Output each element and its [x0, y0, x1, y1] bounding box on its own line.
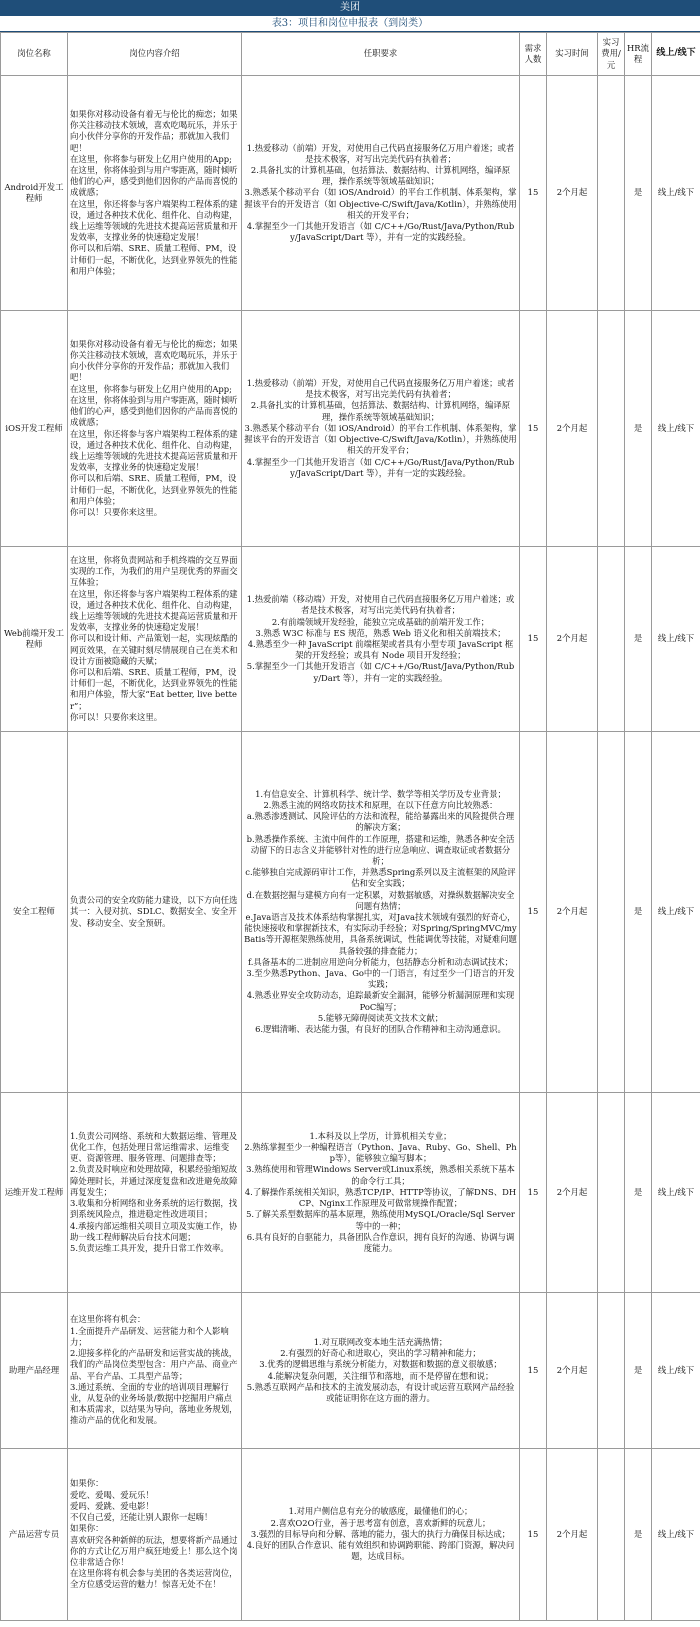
intro-line: 5.负责运维工具开发，提升日常工作效率。 — [70, 1242, 229, 1253]
intro-line: 你可以和后端、SRE、质量工程师，PM，设计师们一起，不断优化，达到业界领先的性能和用户体验，帮大家“Eat better, live better”； — [70, 667, 238, 711]
requirement-line: 5.掌握至少一门其他开发语言（如 C/C++/Go/Rust/Java/Python/Ruby/Dart 等），并有一定的实践经验。 — [246, 661, 515, 683]
position-name: iOS开发工程师 — [1, 311, 68, 547]
intro-line: 爱吗、爱跳、爱电影！ — [70, 1500, 154, 1511]
requirement-line: 4.了解操作系统相关知识，熟悉TCP/IP、HTTP等协议，了解DNS、DHCP、Nginx工作原理及可做常规操作配置； — [244, 1186, 517, 1209]
requirement-line: 2.有前端领域开发经验，能独立完成基础的前端开发工作； — [271, 616, 490, 627]
requirement-line: 5.了解关系型数据库的基本原理，熟练使用MySQL/Oracle/Sql Server等中的一种； — [246, 1209, 515, 1231]
position-intro — [68, 547, 242, 732]
intro-line: 3.通过系统、全面的专业的培训项目理解行业，从复杂的业务场景/数据中挖掘用户痛点和本质需求，以结果为导向，落地业务规划，推动产品的优化和发展。 — [70, 1381, 238, 1426]
requirement-line: 4.熟悉业界安全攻防动态，追踪最新安全漏洞，能够分析漏洞原理和实现PoC编写； — [246, 990, 515, 1012]
col-header-headcount: 需求人数 — [520, 33, 547, 76]
requirement-line: b.熟悉操作系统、主流中间件的工作原理，搭建和运维，熟悉各种安全活动留下的日志含义并能够针对性的进行应急响应、调查取证或者数据分析； — [246, 833, 515, 866]
company-banner: 美团 — [0, 0, 700, 16]
intro-line: 在这里你将有机会参与美团的各类运营岗位，全方位感受运营的魅力！惊喜无处不在！ — [70, 1568, 238, 1590]
intro-line: 在这里，你将参与研发上亿用户使用的App; — [70, 383, 232, 394]
intro-line: 不仅自己爱，还能让别人跟你一起嗨！ — [70, 1512, 213, 1523]
duration-cell: 2个月起 — [547, 1093, 598, 1293]
requirement-line: 4.熟悉至少一种 JavaScript 前端框架或者具有小型专项 JavaScript 框架的开发经验；或具有 Node 项目开发经验； — [247, 639, 514, 661]
col-header-mode: 线上/线下 — [652, 33, 700, 76]
duration-cell: 2个月起 — [547, 1449, 598, 1621]
requirement-line: 2.有强烈的好奇心和进取心，突出的学习精神和能力； — [280, 1348, 481, 1359]
requirement-line: 1.热爱移动（前端）开发，对使用自己代码直接服务亿万用户着迷；或者是技术极客，对写出完美代码有执着者； — [246, 378, 515, 400]
table-row — [1, 1449, 700, 1621]
requirement-line: 2.喜欢O2O行业，善于思考富有创意，喜欢新鲜的玩意儿； — [270, 1517, 491, 1528]
requirement-line: 1.对用户侧信息有充分的敏感度，最懂他们的心； — [288, 1506, 473, 1517]
mode-cell: 线上/线下 — [652, 76, 700, 311]
requirement-line: 6.逻辑清晰、表达能力强，有良好的团队合作精神和主动沟通意识。 — [255, 1024, 506, 1035]
intro-line: 你可以和后端、SRE、质量工程师、PM，设计师们一起，不断优化，达到业界领先的性能和用户体验； — [70, 243, 238, 276]
requirement-line: e.Java语言及技术体系结构掌握扎实，对Java技术领域有强烈的好奇心，能快速接收和掌握新技术，有实际动手经验；对Spring/SpringMVC/myBatis等开源框架熟练使用，具备系统调试，性能调优等技能，对疑难问题具备较强的排查能力； — [244, 912, 517, 956]
table-row — [1, 732, 700, 1093]
fee-cell — [598, 1293, 625, 1449]
table-row — [1, 547, 700, 732]
table-row — [1, 76, 700, 311]
requirement-line: 1.热爱前端（移动端）开发，对使用自己代码直接服务亿万用户着迷；或者是技术极客，对写出完美代码有执着者； — [246, 594, 515, 616]
position-intro — [68, 76, 242, 311]
mode-cell: 线上/线下 — [652, 1093, 700, 1293]
position-requirements — [242, 311, 520, 547]
duration-cell: 2个月起 — [547, 732, 598, 1093]
requirement-line: c.能够独自完成源码审计工作，并熟悉Spring系列以及主流框架的风险评估和安全实践； — [245, 867, 516, 889]
position-requirements — [242, 1293, 520, 1449]
hr-process-cell: 是 — [625, 732, 652, 1093]
position-name: 产品运营专员 — [1, 1449, 68, 1621]
position-name: 安全工程师 — [1, 732, 68, 1093]
col-header-fee: 实习费用/元 — [598, 33, 625, 76]
headcount-cell: 15 — [520, 311, 547, 547]
position-requirements — [242, 1093, 520, 1293]
position-requirements — [242, 1449, 520, 1621]
requirement-line: 3.熟悉 W3C 标准与 ES 规范，熟悉 Web 语义化和相关前端技术； — [255, 627, 506, 638]
intro-line: 如果你： — [70, 1523, 104, 1534]
col-header-duration: 实习时间 — [547, 33, 598, 76]
position-name: 运维开发工程师 — [1, 1093, 68, 1293]
mode-cell: 线上/线下 — [652, 1449, 700, 1621]
requirement-line: 5.能够无障碍阅读英文技术文献； — [317, 1012, 444, 1023]
position-intro — [68, 732, 242, 1093]
hr-process-cell: 是 — [625, 1293, 652, 1449]
headcount-cell: 15 — [520, 1293, 547, 1449]
col-header-position: 岗位名称 — [1, 33, 68, 76]
table-row — [1, 1093, 700, 1293]
position-intro — [68, 1293, 242, 1449]
duration-cell: 2个月起 — [547, 1293, 598, 1449]
requirement-line: 5.熟悉互联网产品和技术的主流发展动态，有设计或运营互联网产品经验或能证明你在这方面的潜力。 — [246, 1381, 515, 1403]
intro-line: 如果你对移动设备有着无与伦比的痴恋；如果你关注移动技术领域，喜欢吃喝玩乐，并乐于向小伙伴分享你的开发作品；那就加入我们吧！ — [70, 108, 238, 153]
hr-process-cell: 是 — [625, 311, 652, 547]
table-row — [1, 1293, 700, 1449]
intro-line: 负责公司的安全攻防能力建设，以下方向任选其一：入侵对抗、SDLC、数据安全、安全开发、移动安全、安全预研。 — [70, 895, 238, 928]
position-intro — [68, 1093, 242, 1293]
requirement-line: 6.具有良好的自驱能力，具备团队合作意识，拥有良好的沟通、协调与调度能力。 — [246, 1231, 515, 1253]
intro-line: 喜欢研究各种新鲜的玩法，想要将新产品通过你的方式让亿万用户疯狂地爱上！那么这个岗位非常适合你！ — [70, 1534, 238, 1567]
fee-cell — [598, 1093, 625, 1293]
position-name: Web前端开发工程师 — [1, 547, 68, 732]
col-header-hr: HR流程 — [625, 33, 652, 76]
requirement-line: 3.至少熟悉Python、Java、Go中的一门语言，有过至少一门语言的开发实践； — [246, 968, 515, 990]
headcount-cell: 15 — [520, 1093, 547, 1293]
table-body — [1, 76, 700, 1621]
intro-line: 2.负责及时响应和处理故障，积累经验缩短故障处理时长，并通过深度复盘和改进避免故障再复发生； — [70, 1164, 238, 1197]
mode-cell: 线上/线下 — [652, 1293, 700, 1449]
fee-cell — [598, 76, 625, 311]
intro-line: 你可以和后端、SRE、质量工程师，PM，设计师们一起，不断优化，达到业界领先的性能和用户体验； — [70, 473, 238, 506]
requirement-line: 3.强烈的目标导向和分解、落地的能力，强大的执行力确保目标达成； — [250, 1528, 511, 1539]
duration-cell: 2个月起 — [547, 547, 598, 732]
hr-process-cell: 是 — [625, 547, 652, 732]
headcount-cell: 15 — [520, 76, 547, 311]
requirement-line: 2.熟练掌握至少一种编程语言（Python、Java、Ruby、Go、Shell、Php等），能够独立编写脚本； — [244, 1142, 517, 1164]
headcount-cell: 15 — [520, 547, 547, 732]
fee-cell — [598, 732, 625, 1093]
mode-cell: 线上/线下 — [652, 547, 700, 732]
intro-line: 2.迎接多样化的产品研发和运营实战的挑战，我们的产品岗位类型包含：用户产品、商业产品、平台产品、工具型产品等； — [70, 1348, 238, 1381]
requirement-line: 3.熟练使用和管理Windows Server或Linux系统，熟悉相关系统下基本的命令行工具； — [246, 1164, 515, 1186]
headcount-cell: 15 — [520, 732, 547, 1093]
position-requirements — [242, 547, 520, 732]
intro-line: 爱吃、爱喝、爱玩乐！ — [70, 1489, 154, 1500]
fee-cell — [598, 547, 625, 732]
intro-line: 在这里，你将参与研发上亿用户使用的App; — [70, 153, 232, 164]
requirement-line: 3.优秀的逻辑思维与系统分析能力，对数据和数据的意义很敏感； — [259, 1359, 502, 1370]
requirement-line: 2.熟悉主流的网络攻防技术和原理，在以下任意方向比较熟悉： — [263, 799, 498, 810]
requirement-line: 1.本科及以上学历，计算机相关专业； — [309, 1130, 452, 1141]
intro-line: 在这里，你还将参与客户端架构工程体系的建设，通过各种技术优化、组件化、自动构建，线上运维等领域的先进技术提高运营质量和开发效率，支撑业务的快速稳定发展！ — [70, 428, 238, 473]
requirement-line: a.熟悉渗透测试、风险评估的方法和流程，能给暴露出来的风险提供合理的解决方案； — [246, 811, 515, 833]
position-name: Android开发工程师 — [1, 76, 68, 311]
requirement-line: 2.具备扎实的计算机基础，包括算法、数据结构、计算机网络，编译原理，操作系统等领域基础知识； — [250, 164, 511, 187]
intro-line: 如果你对移动设备有着无与伦比的痴恋；如果你关注移动技术领域，喜欢吃喝玩乐，并乐于向小伙伴分享你的开发作品；那就加入我们吧！ — [70, 338, 238, 383]
intro-line: 3.收集和分析网络和业务系统的运行数据，找到系统风险点，推进稳定性改进项目； — [70, 1198, 238, 1220]
position-name: 助理产品经理 — [1, 1293, 68, 1449]
requirement-line: 4.良好的团队合作意识、能有效组织和协调跨职能、跨部门资源，解决问题，达成目标。 — [246, 1540, 515, 1562]
intro-line: 在这里，你还将参与客户端架构工程体系的建设，通过各种技术优化、组件化、自动构建，线上运维等领域的先进技术提高运营质量和开发效率，支撑业务的快速稳定发展！ — [70, 588, 238, 633]
intro-line: 在这里，你还将参与客户端架构工程体系的建设，通过各种技术优化、组件化、自动构建，线上运维等领域的先进技术提高运营质量和开发效率，支撑业务的快速稳定发展！ — [70, 198, 238, 243]
requirement-line: d.在数据挖掘与建模方向有一定积累，对数据敏感，对操纵数据解决安全问题有热情； — [246, 889, 515, 911]
fee-cell — [598, 311, 625, 547]
mode-cell: 线上/线下 — [652, 311, 700, 547]
intro-line: 4.承接内部运维相关项目立项及实施工作，协助一线工程师解决后台技术问题； — [70, 1220, 238, 1242]
requirement-line: 2.具备扎实的计算机基础，包括算法、数据结构、计算机网络，编译原理，操作系统等领域基础知识； — [250, 400, 511, 422]
requirement-line: 3.熟悉某个移动平台（如 iOS/Android）的平台工作机制、体系架构，掌握该平台的开发语言（如 Objective-C/Swift/Java/Kotlin），并熟练使用相关的开发平台； — [244, 187, 517, 220]
requirement-line: f.具备基本的二进制应用逆向分析能力，包括静态分析和动态调试技术； — [247, 956, 514, 967]
intro-line: 1.负责公司网络、系统和大数据运维、管理及优化工作，包括处理日常运维需求、运维变更、资源管理、服务管理、问题排查等； — [70, 1130, 238, 1164]
col-header-intro: 岗位内容介绍 — [68, 33, 242, 76]
position-intro — [68, 1449, 242, 1621]
position-requirements — [242, 732, 520, 1093]
intro-line: 1.全面提升产品研发、运营能力和个人影响力； — [70, 1325, 229, 1347]
intro-line: 你可以！只要你来这里。 — [70, 506, 163, 517]
intro-line: 如果你： — [70, 1478, 104, 1489]
positions-table — [0, 32, 700, 1621]
fee-cell — [598, 1449, 625, 1621]
duration-cell: 2个月起 — [547, 311, 598, 547]
position-requirements — [242, 76, 520, 311]
headcount-cell: 15 — [520, 1449, 547, 1621]
requirement-line: 1.有信息安全、计算机科学、统计学、数学等相关学历及专业背景； — [255, 788, 506, 799]
table-title: 表3：项目和岗位申报表（到岗类） — [0, 16, 700, 32]
requirement-line: 4.能解决复杂问题，关注细节和落地，而不是停留在想和说； — [267, 1370, 494, 1381]
intro-line: 在这里，你将体验到与用户零距离，随时倾听他们的心声，感受到他们因你的产品而喜悦的成就感； — [70, 394, 238, 428]
requirement-line: 3.熟悉某个移动平台（如 iOS/Android）的平台工作机制、体系架构，掌握该平台的开发语言（如 Objective-C/Swift/Java/Kotlin），并熟练使用相关的开发平台； — [244, 422, 517, 456]
position-intro — [68, 311, 242, 547]
hr-process-cell: 是 — [625, 1449, 652, 1621]
requirement-line: 4.掌握至少一门其他开发语言（如 C/C++/Go/Rust/Java/Python/Ruby/JavaScript/Dart 等），并有一定的实践经验。 — [246, 456, 515, 478]
col-header-requirements: 任职要求 — [242, 33, 520, 76]
intro-line: 在这里你将有机会： — [70, 1314, 146, 1325]
requirement-line: 4.掌握至少一门其他开发语言（如 C/C++/Go/Rust/Java/Python/Ruby/JavaScript/Dart 等），并有一定的实践经验。 — [246, 221, 515, 243]
header-row — [1, 33, 700, 76]
duration-cell: 2个月起 — [547, 76, 598, 311]
requirement-line: 1.对互联网改变本地生活充满热情； — [313, 1336, 448, 1347]
intro-line: 在这里，你将体验到与用户零距离，随时倾听他们的心声，感受到他们因你的产品而喜悦的成就感； — [70, 164, 238, 198]
hr-process-cell: 是 — [625, 76, 652, 311]
requirement-line: 1.热爱移动（前端）开发，对使用自己代码直接服务亿万用户着迷；或者是技术极客，对写出完美代码有执着者； — [246, 142, 515, 164]
mode-cell: 线上/线下 — [652, 732, 700, 1093]
intro-line: 你可以和设计师、产品策划一起，实现炫酷的网页效果，在关键时刻尽情展现自己在美术和设计方面被隐藏的天赋； — [70, 633, 238, 666]
hr-process-cell: 是 — [625, 1093, 652, 1293]
intro-line: 你可以！只要你来这里。 — [70, 711, 163, 722]
intro-line: 在这里，你将负责网站和手机终端的交互界面实现的工作，为我们的用户呈现优秀的界面交互体验； — [70, 554, 238, 588]
table-row — [1, 311, 700, 547]
